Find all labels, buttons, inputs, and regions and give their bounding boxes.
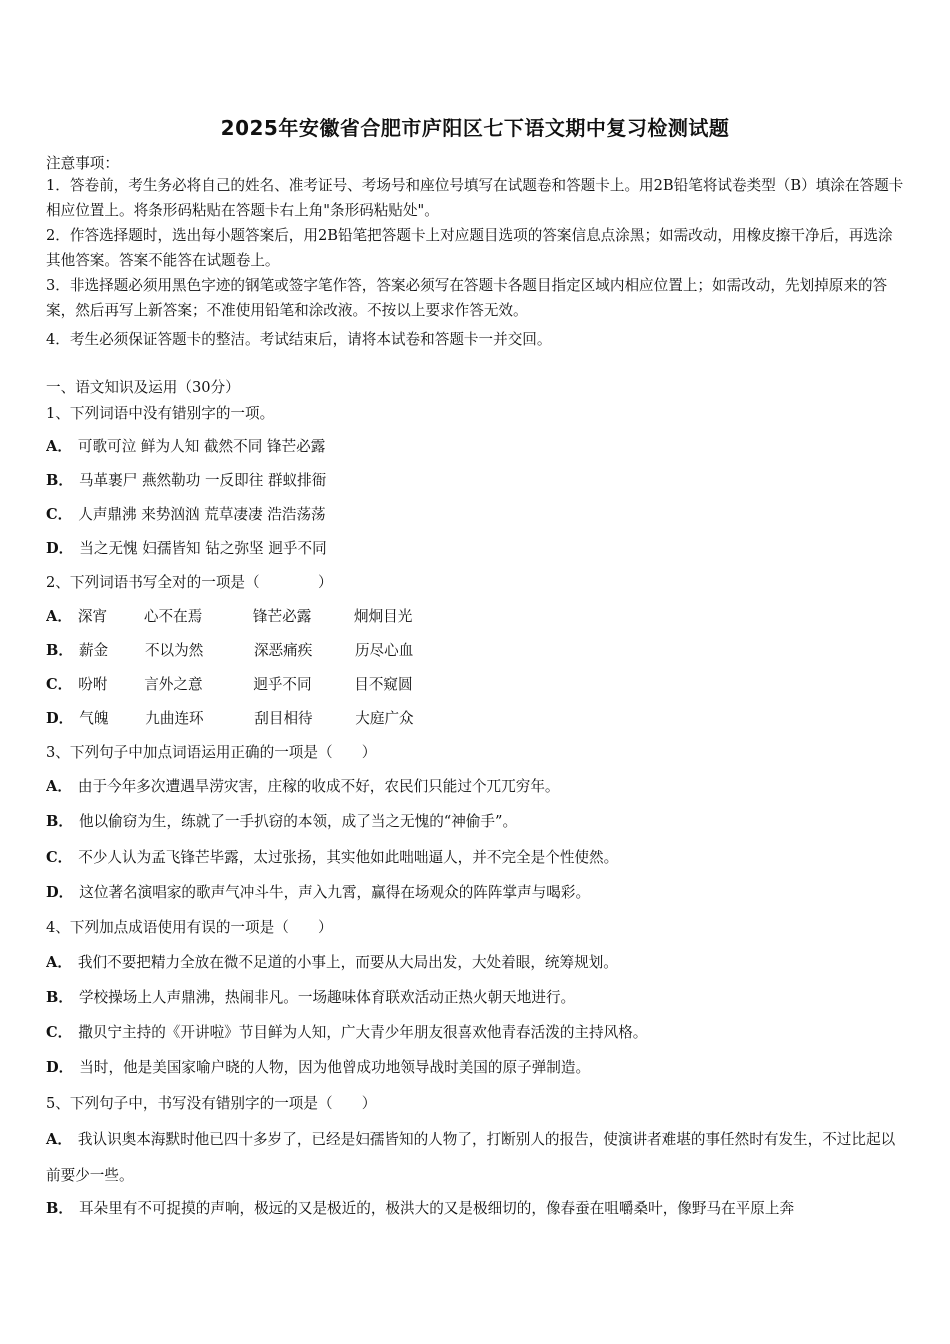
q1-option-d xyxy=(46,537,906,558)
option-label: C． xyxy=(46,506,73,523)
notice-item-2: 2．作答选择题时，选出每小题答案后，用2B铅笔把答题卡上对应题目选项的答案信息点涂黑；如需改动，用橡皮擦干净后，再选涂其他答案。答案不能答在试题卷上。 xyxy=(46,227,893,269)
word: 言外之意 xyxy=(144,676,203,693)
notice-heading: 注意事项： xyxy=(46,155,119,172)
word: 薪金 xyxy=(78,642,109,659)
notice-item-3: 3．非选择题必须用黑色字迹的钢笔或签字笔作答，答案必须写在答题卡各题目指定区域内相应位置上；如需改动，先划掉原来的答案，然后再写上新答案；不准使用铅笔和涂改液。不按以上要求作答无效。 xyxy=(46,277,888,319)
page-title: 2025年安徽省合肥市庐阳区七下语文期中复习检测试题 xyxy=(220,116,730,140)
option-label: B． xyxy=(46,1200,73,1217)
q3-option-b xyxy=(46,810,906,831)
option-label: D． xyxy=(46,710,74,727)
option-label: B． xyxy=(46,642,73,659)
q2-option-a xyxy=(46,605,906,626)
option-label: A． xyxy=(46,438,72,455)
word: 炯炯目光 xyxy=(353,608,413,625)
q3-option-c xyxy=(46,846,906,867)
q5-option-b xyxy=(46,1197,906,1218)
word: 大庭广众 xyxy=(355,710,414,727)
notice-item-1: 1．答卷前，考生务必将自己的姓名、准考证号、考场号和座位号填写在试题卷和答题卡上。用2B铅笔将试卷类型（B）填涂在答题卡相应位置上。将条形码粘贴在答题卡右上角"条形码粘贴处"。 xyxy=(46,177,904,219)
option-text: 这位著名演唱家的歌声气冲斗牛，声入九霄，赢得在场观众的阵阵掌声与喝彩。 xyxy=(79,884,591,901)
option-label: A． xyxy=(46,778,72,795)
option-label: A． xyxy=(46,954,72,971)
q2-option-b xyxy=(46,639,906,660)
word: 深恶痛疾 xyxy=(253,642,313,659)
q2-option-c xyxy=(46,673,906,694)
option-text: 当时，他是美国家喻户晓的人物，因为他曾成功地领导战时美国的原子弹制造。 xyxy=(79,1059,591,1076)
question-2-stem: 2、下列词语书写全对的一项是（ ） xyxy=(46,574,333,591)
q5-option-a xyxy=(46,1122,906,1194)
word: 迥乎不同 xyxy=(253,676,312,693)
option-text: 耳朵里有不可捉摸的声响，极远的又是极近的，极洪大的又是极细切的，像春蚕在咀嚼桑叶，像野马在平原上奔 xyxy=(78,1200,795,1217)
word: 心不在焉 xyxy=(143,608,203,625)
q1-option-a xyxy=(46,435,906,456)
option-label: B． xyxy=(46,472,73,489)
question-1-stem: 1、下列词语中没有错别字的一项。 xyxy=(46,405,275,422)
word: 锋芒必露 xyxy=(252,608,312,625)
word: 吩咐 xyxy=(78,676,108,693)
word: 刮目相待 xyxy=(254,710,313,727)
q1-option-c xyxy=(46,503,906,524)
question-3-stem: 3、下列句子中加点词语运用正确的一项是（ ） xyxy=(46,744,377,761)
option-label: D． xyxy=(46,1059,74,1076)
notice-item-4: 4．考生必须保证答题卡的整洁。考试结束后，请将本试卷和答题卡一并交回。 xyxy=(46,331,552,348)
option-label: C． xyxy=(46,1024,73,1041)
word: 不以为然 xyxy=(144,642,204,659)
option-label: B． xyxy=(46,813,73,830)
q3-option-d xyxy=(46,881,906,902)
option-text: 马革裹尸 燕然勒功 一反即往 群蚁排衙 xyxy=(78,472,327,489)
option-label: C． xyxy=(46,849,73,866)
option-text: 由于今年多次遭遇旱涝灾害，庄稼的收成不好，农民们只能过个兀兀穷年。 xyxy=(77,778,560,795)
option-label: D． xyxy=(46,540,74,557)
q4-option-a xyxy=(46,951,906,972)
word: 目不窥圆 xyxy=(354,676,413,693)
option-label: A． xyxy=(46,1131,72,1148)
question-5-stem: 5、下列句子中，书写没有错别字的一项是（ ） xyxy=(46,1095,377,1112)
option-text: 撒贝宁主持的《开讲啦》节目鲜为人知，广大青少年朋友很喜欢他青春活泼的主持风格。 xyxy=(78,1024,648,1041)
option-text: 学校操场上人声鼎沸，热闹非凡。一场趣味体育联欢活动正热火朝天地进行。 xyxy=(78,989,576,1006)
question-4-stem: 4、下列加点成语使用有误的一项是（ ） xyxy=(46,919,333,936)
q1-option-b xyxy=(46,469,906,490)
word: 九曲连环 xyxy=(145,710,204,727)
q4-option-c xyxy=(46,1021,906,1042)
option-text: 我们不要把精力全放在微不足道的小事上，而要从大局出发，大处着眼，统筹规划。 xyxy=(77,954,618,971)
option-text: 他以偷窃为生，练就了一手扒窃的本领，成了当之无愧的“神偷手”。 xyxy=(78,813,518,830)
option-label: A． xyxy=(46,608,72,625)
option-text: 人声鼎沸 来势汹汹 荒草凄凄 浩浩荡荡 xyxy=(78,506,326,523)
q2-option-d xyxy=(46,707,906,728)
section-heading: 一、语文知识及运用（30分） xyxy=(46,379,240,396)
option-label: D． xyxy=(46,884,74,901)
q4-option-b xyxy=(46,986,906,1007)
word: 深宵 xyxy=(77,608,108,625)
option-text: 可歌可泣 鲜为人知 截然不同 锋芒必露 xyxy=(77,438,326,455)
option-label: B． xyxy=(46,989,73,1006)
option-text: 不少人认为孟飞锋芒毕露，太过张扬，其实他如此咄咄逼人，并不完全是个性使然。 xyxy=(78,849,619,866)
option-text: 我认识奥本海默时他已四十多岁了，已经是妇孺皆知的人物了，打断别人的报告，使演讲者难堪的事任然时有发生，不过比起以前要少一些。 xyxy=(46,1131,896,1184)
option-label: C． xyxy=(46,676,73,693)
word: 气魄 xyxy=(79,710,109,727)
q4-option-d xyxy=(46,1056,906,1077)
q3-option-a xyxy=(46,775,906,796)
word: 历尽心血 xyxy=(354,642,414,659)
option-text: 当之无愧 妇孺皆知 钻之弥坚 迥乎不同 xyxy=(79,540,327,557)
